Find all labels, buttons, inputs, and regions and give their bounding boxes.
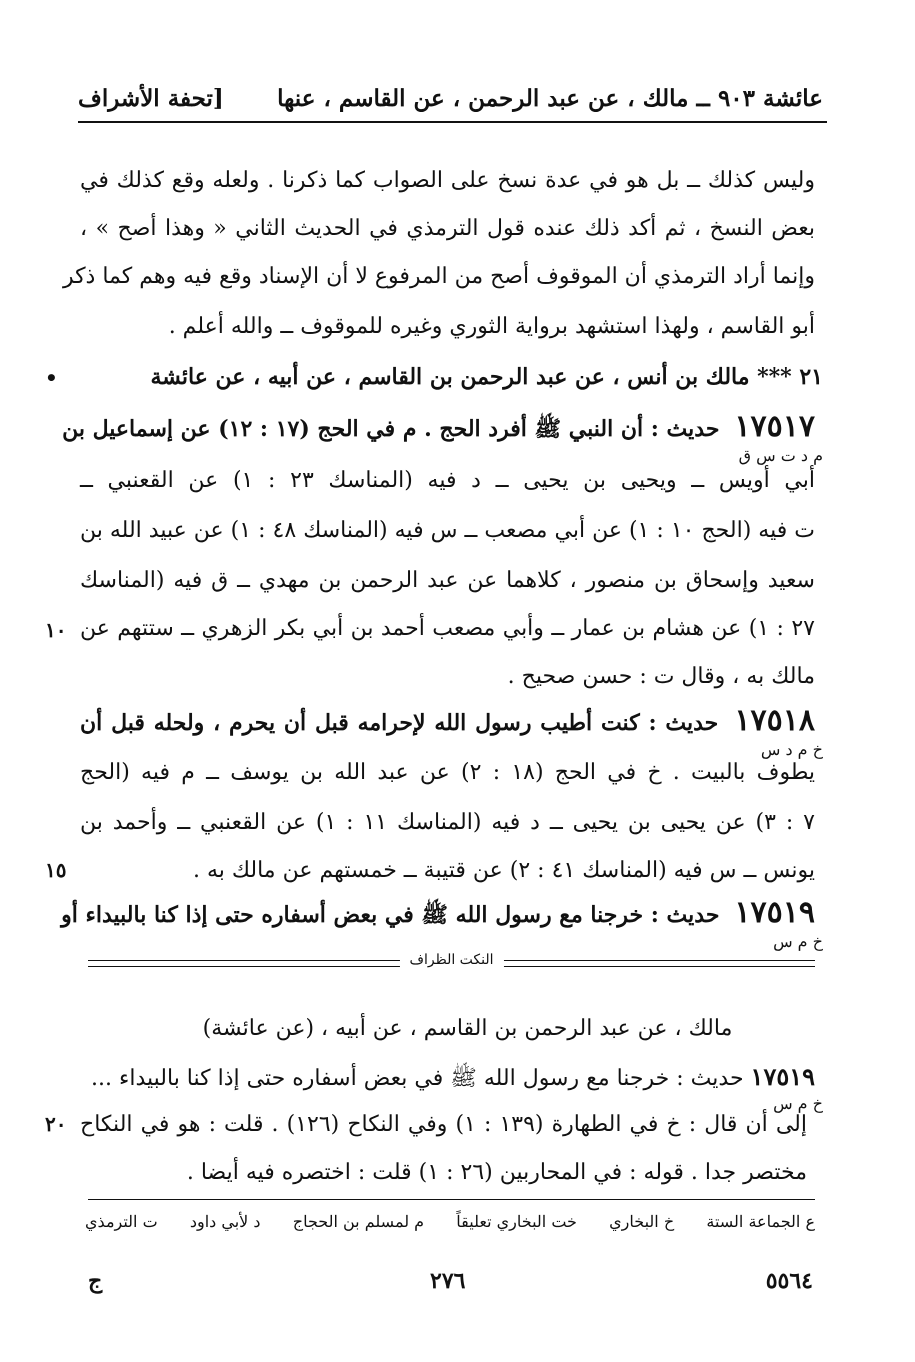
header-rule [78, 121, 827, 123]
body-line: وإنما أراد الترمذي أن الموقوف أصح من المرفوع لا أن الإسناد وقع فيه وهم كما ذكر [62, 264, 815, 289]
legend-item: ت الترمذي [85, 1212, 158, 1231]
bullet-mark: • [45, 366, 58, 390]
margin-line-number: ٢٠ [45, 1112, 67, 1136]
hadith-17518-line1: ١٧٥١٨ حديث : كنت أطيب رسول الله لإحرامه قبل أن يحرم ، ولحله قبل أن [80, 703, 815, 738]
nukat-sigla: خ م س [773, 1094, 823, 1113]
margin-line-number: ١٠ [45, 618, 67, 642]
chain-number: ٢١ [799, 364, 823, 390]
sigla-legend [85, 1212, 815, 1231]
nukat-line1: ١٧٥١٩ حديث : خرجنا مع رسول الله ﷺ في بعض أسفاره حتى إذا كنا بالبيداء ... [91, 1062, 815, 1091]
legend-item: م لمسلم بن الحجاج [292, 1212, 425, 1231]
body-line: بعض النسخ ، ثم أكد ذلك عنده قول الترمذي في الحديث الثاني « وهذا أصح » ، [80, 216, 815, 241]
hadith-number: ١٧٥١٨ [734, 703, 815, 738]
page-number: ٢٧٦ [430, 1268, 466, 1294]
hadith-number: ١٧٥١٩ [734, 895, 815, 930]
body-line: وليس كذلك ــ بل هو في عدة نسخ على الصواب كما ذكرنا . ولعله وقع كذلك في [80, 168, 815, 193]
section-separator [88, 952, 815, 976]
serial-number: ٥٥٦٤ [765, 1268, 813, 1294]
chain-text: *** مالك بن أنس ، عن عبد الرحمن بن القاسم ، عن أبيه ، عن عائشة [150, 364, 792, 390]
nukat-number: ١٧٥١٩ [750, 1062, 815, 1091]
header-chapter: عائشة ٩٠٣ ــ مالك ، عن عبد الرحمن ، عن القاسم ، عنها [277, 84, 823, 112]
hadith-line: ٧ : ٣) عن يحيى بن يحيى ــ د فيه (المناسك ١١ : ١) عن القعنبي ــ وأحمد بن [80, 810, 815, 835]
legend-item: خت البخاري تعليقاً [456, 1212, 577, 1231]
running-header [78, 78, 823, 118]
hadith-17517-line1: ١٧٥١٧ حديث : أن النبي ﷺ أفرد الحج . م في الحج (١٧ : ١٢) عن إسماعيل بن [62, 409, 815, 444]
nukat-line: مختصر جدا . قوله : في المحاربين (٢٦ : ١) قلت : اختصره فيه أيضا . [186, 1160, 807, 1185]
hadith-line: ٢٧ : ١) عن هشام بن عمار ــ وأبي مصعب أحمد بن أبي بكر الزهري ــ ستتهم عن [80, 616, 815, 641]
legend-item: ع الجماعة الستة [706, 1212, 815, 1231]
hadith-line: يونس ــ س فيه (المناسك ٤١ : ٢) عن قتيبة ــ خمستهم عن مالك به . [192, 858, 815, 883]
hadith-sigla: خ م د س [760, 740, 823, 759]
hadith-sigla: م د ت س ق [738, 446, 823, 465]
header-book-title: [تحفة الأشراف [78, 84, 224, 112]
legend-item: خ البخاري [609, 1212, 675, 1231]
nukat-heading: مالك ، عن عبد الرحمن بن القاسم ، عن أبيه ، (عن عائشة) [202, 1016, 733, 1041]
volume-mark: ج [88, 1268, 103, 1294]
hadith-line: يطوف بالبيت . خ في الحج (١٨ : ٢) عن عبد الله بن يوسف ــ م فيه (الحج [80, 760, 815, 785]
hadith-line: أبي أويس ــ ويحيى بن يحيى ــ د فيه (المناسك ٢٣ : ١) عن القعنبي ــ [80, 468, 816, 493]
hadith-line: مالك به ، وقال ت : حسن صحيح . [507, 664, 815, 689]
hadith-sigla: خ م س [773, 932, 823, 951]
separator-label: النكت الظراف [399, 952, 503, 968]
hadith-17519-line1: ١٧٥١٩ حديث : خرجنا مع رسول الله ﷺ في بعض أسفاره حتى إذا كنا بالبيداء أو [61, 895, 815, 930]
footer-rule [88, 1199, 815, 1200]
margin-line-number: ١٥ [45, 858, 67, 882]
chain-heading [150, 362, 823, 392]
legend-item: د لأبي داود [189, 1212, 261, 1231]
hadith-line: سعيد وإسحاق بن منصور ، كلاهما عن عبد الرحمن بن مهدي ــ ق فيه (المناسك [80, 568, 815, 593]
nukat-line: إلى أن قال : خ في الطهارة (١٣٩ : ١) وفي النكاح (١٢٦) . قلت : هو في النكاح [80, 1112, 807, 1137]
body-line: أبو القاسم ، ولهذا استشهد برواية الثوري وغيره للموقوف ــ والله أعلم . [168, 314, 815, 339]
hadith-line: ت فيه (الحج ١٠ : ١) عن أبي مصعب ــ س فيه (المناسك ٤٨ : ١) عن عبيد الله بن [80, 518, 815, 543]
hadith-number: ١٧٥١٧ [734, 409, 815, 444]
